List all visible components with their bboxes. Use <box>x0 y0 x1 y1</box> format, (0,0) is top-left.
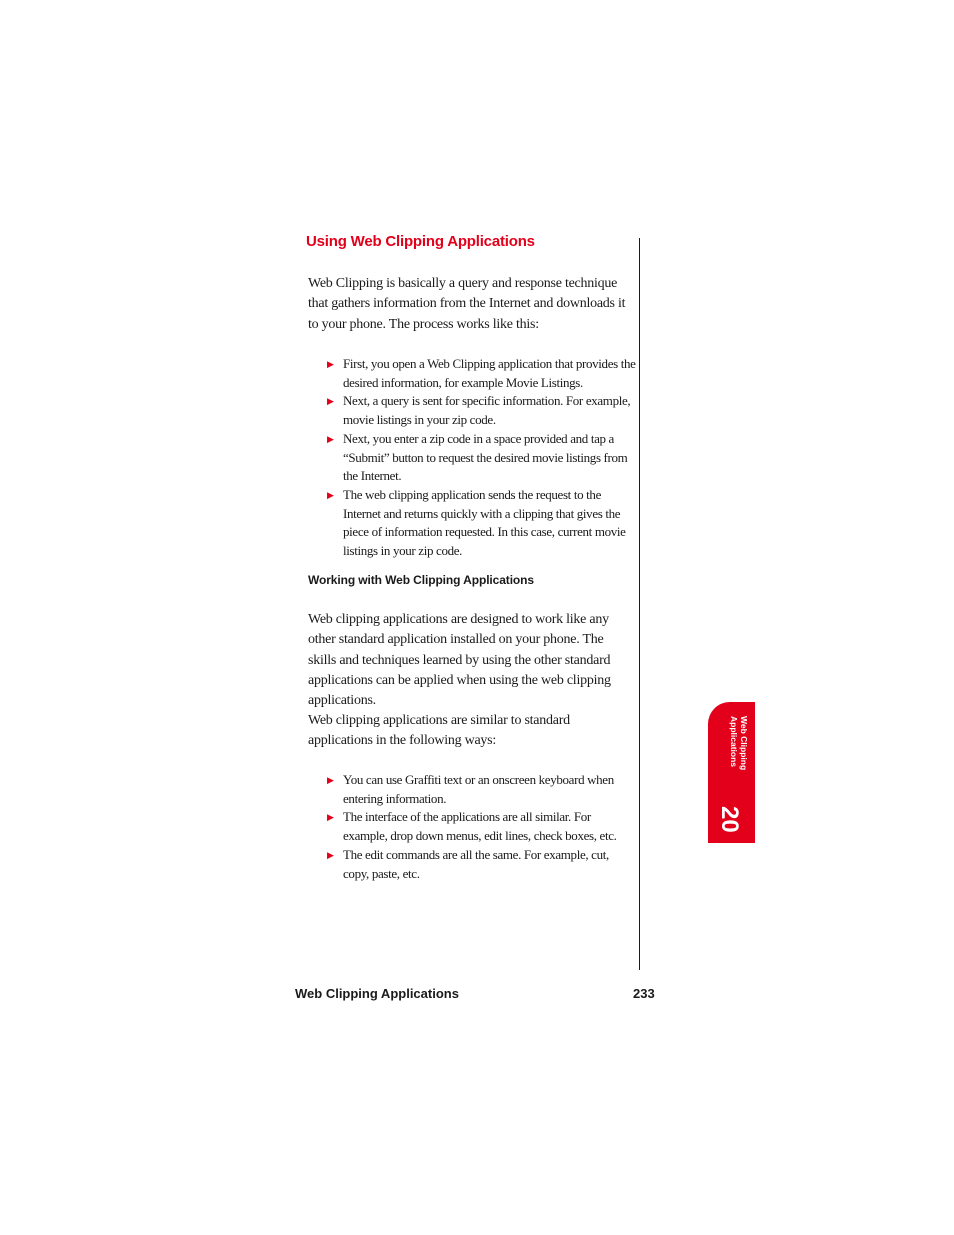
footer-title: Web Clipping Applications <box>295 986 459 1001</box>
list-item-text: You can use Graffiti text or an onscreen keyboard when entering information. <box>343 772 614 806</box>
chapter-tab-label-line1: Web Clipping <box>739 716 749 771</box>
chapter-tab-label <box>719 716 749 786</box>
page-number: 233 <box>633 986 655 1001</box>
bullet-arrow-icon: ▶ <box>327 850 334 861</box>
chapter-number: 20 <box>716 806 743 833</box>
bullet-arrow-icon: ▶ <box>327 360 334 370</box>
list-item-text: First, you open a Web Clipping application that provides the desired information, for example Movie Listings. <box>343 356 636 390</box>
list-item <box>326 771 636 808</box>
list-item-text: Next, you enter a zip code in a space provided and tap a “Submit” button to request the desired movie listings from the Internet. <box>343 430 628 484</box>
bullet-arrow-icon: ▶ <box>327 813 334 824</box>
bullet-arrow-icon: ▶ <box>327 776 334 786</box>
list-item-text: The interface of the applications are all similar. For example, drop down menus, edit lines, check boxes, etc. <box>343 809 617 844</box>
chapter-tab-label-line2: Applications <box>729 716 739 768</box>
list-item <box>326 430 636 486</box>
list-item-text: The edit commands are all the same. For example, cut, copy, paste, etc. <box>343 846 609 881</box>
section-title: Using Web Clipping Applications <box>306 233 535 250</box>
list-item <box>326 486 636 561</box>
list-item-text: The web clipping application sends the request to the Internet and returns quickly with a clipping that gives the piece of information requested. In this case, current movie listings in your zip code. <box>343 486 626 559</box>
list-item <box>326 392 636 429</box>
subsection-title: Working with Web Clipping Applications <box>308 573 534 587</box>
list-item <box>326 808 636 845</box>
list-item <box>326 846 636 883</box>
similarities-paragraph: Web clipping applications are similar to standard applications in the following ways: <box>308 713 570 749</box>
chapter-tab <box>708 702 755 843</box>
working-paragraph: Web clipping applications are designed to work like any other standard application installed on your phone. The skills and techniques learned by using the other standard applications can be applied when using the web clipping applications. <box>308 612 611 709</box>
column-divider <box>639 238 640 970</box>
intro-paragraph: Web Clipping is basically a query and response technique that gathers information from the Internet and downloads it to your phone. The process works like this: <box>308 276 626 332</box>
bullet-arrow-icon: ▶ <box>327 434 334 445</box>
process-steps-list <box>326 355 636 561</box>
list-item-text: Next, a query is sent for specific information. For example, movie listings in your zip code. <box>343 393 631 428</box>
bullet-arrow-icon: ▶ <box>327 397 334 408</box>
bullet-arrow-icon: ▶ <box>327 490 334 501</box>
similarities-list <box>326 771 636 883</box>
list-item <box>326 355 636 392</box>
